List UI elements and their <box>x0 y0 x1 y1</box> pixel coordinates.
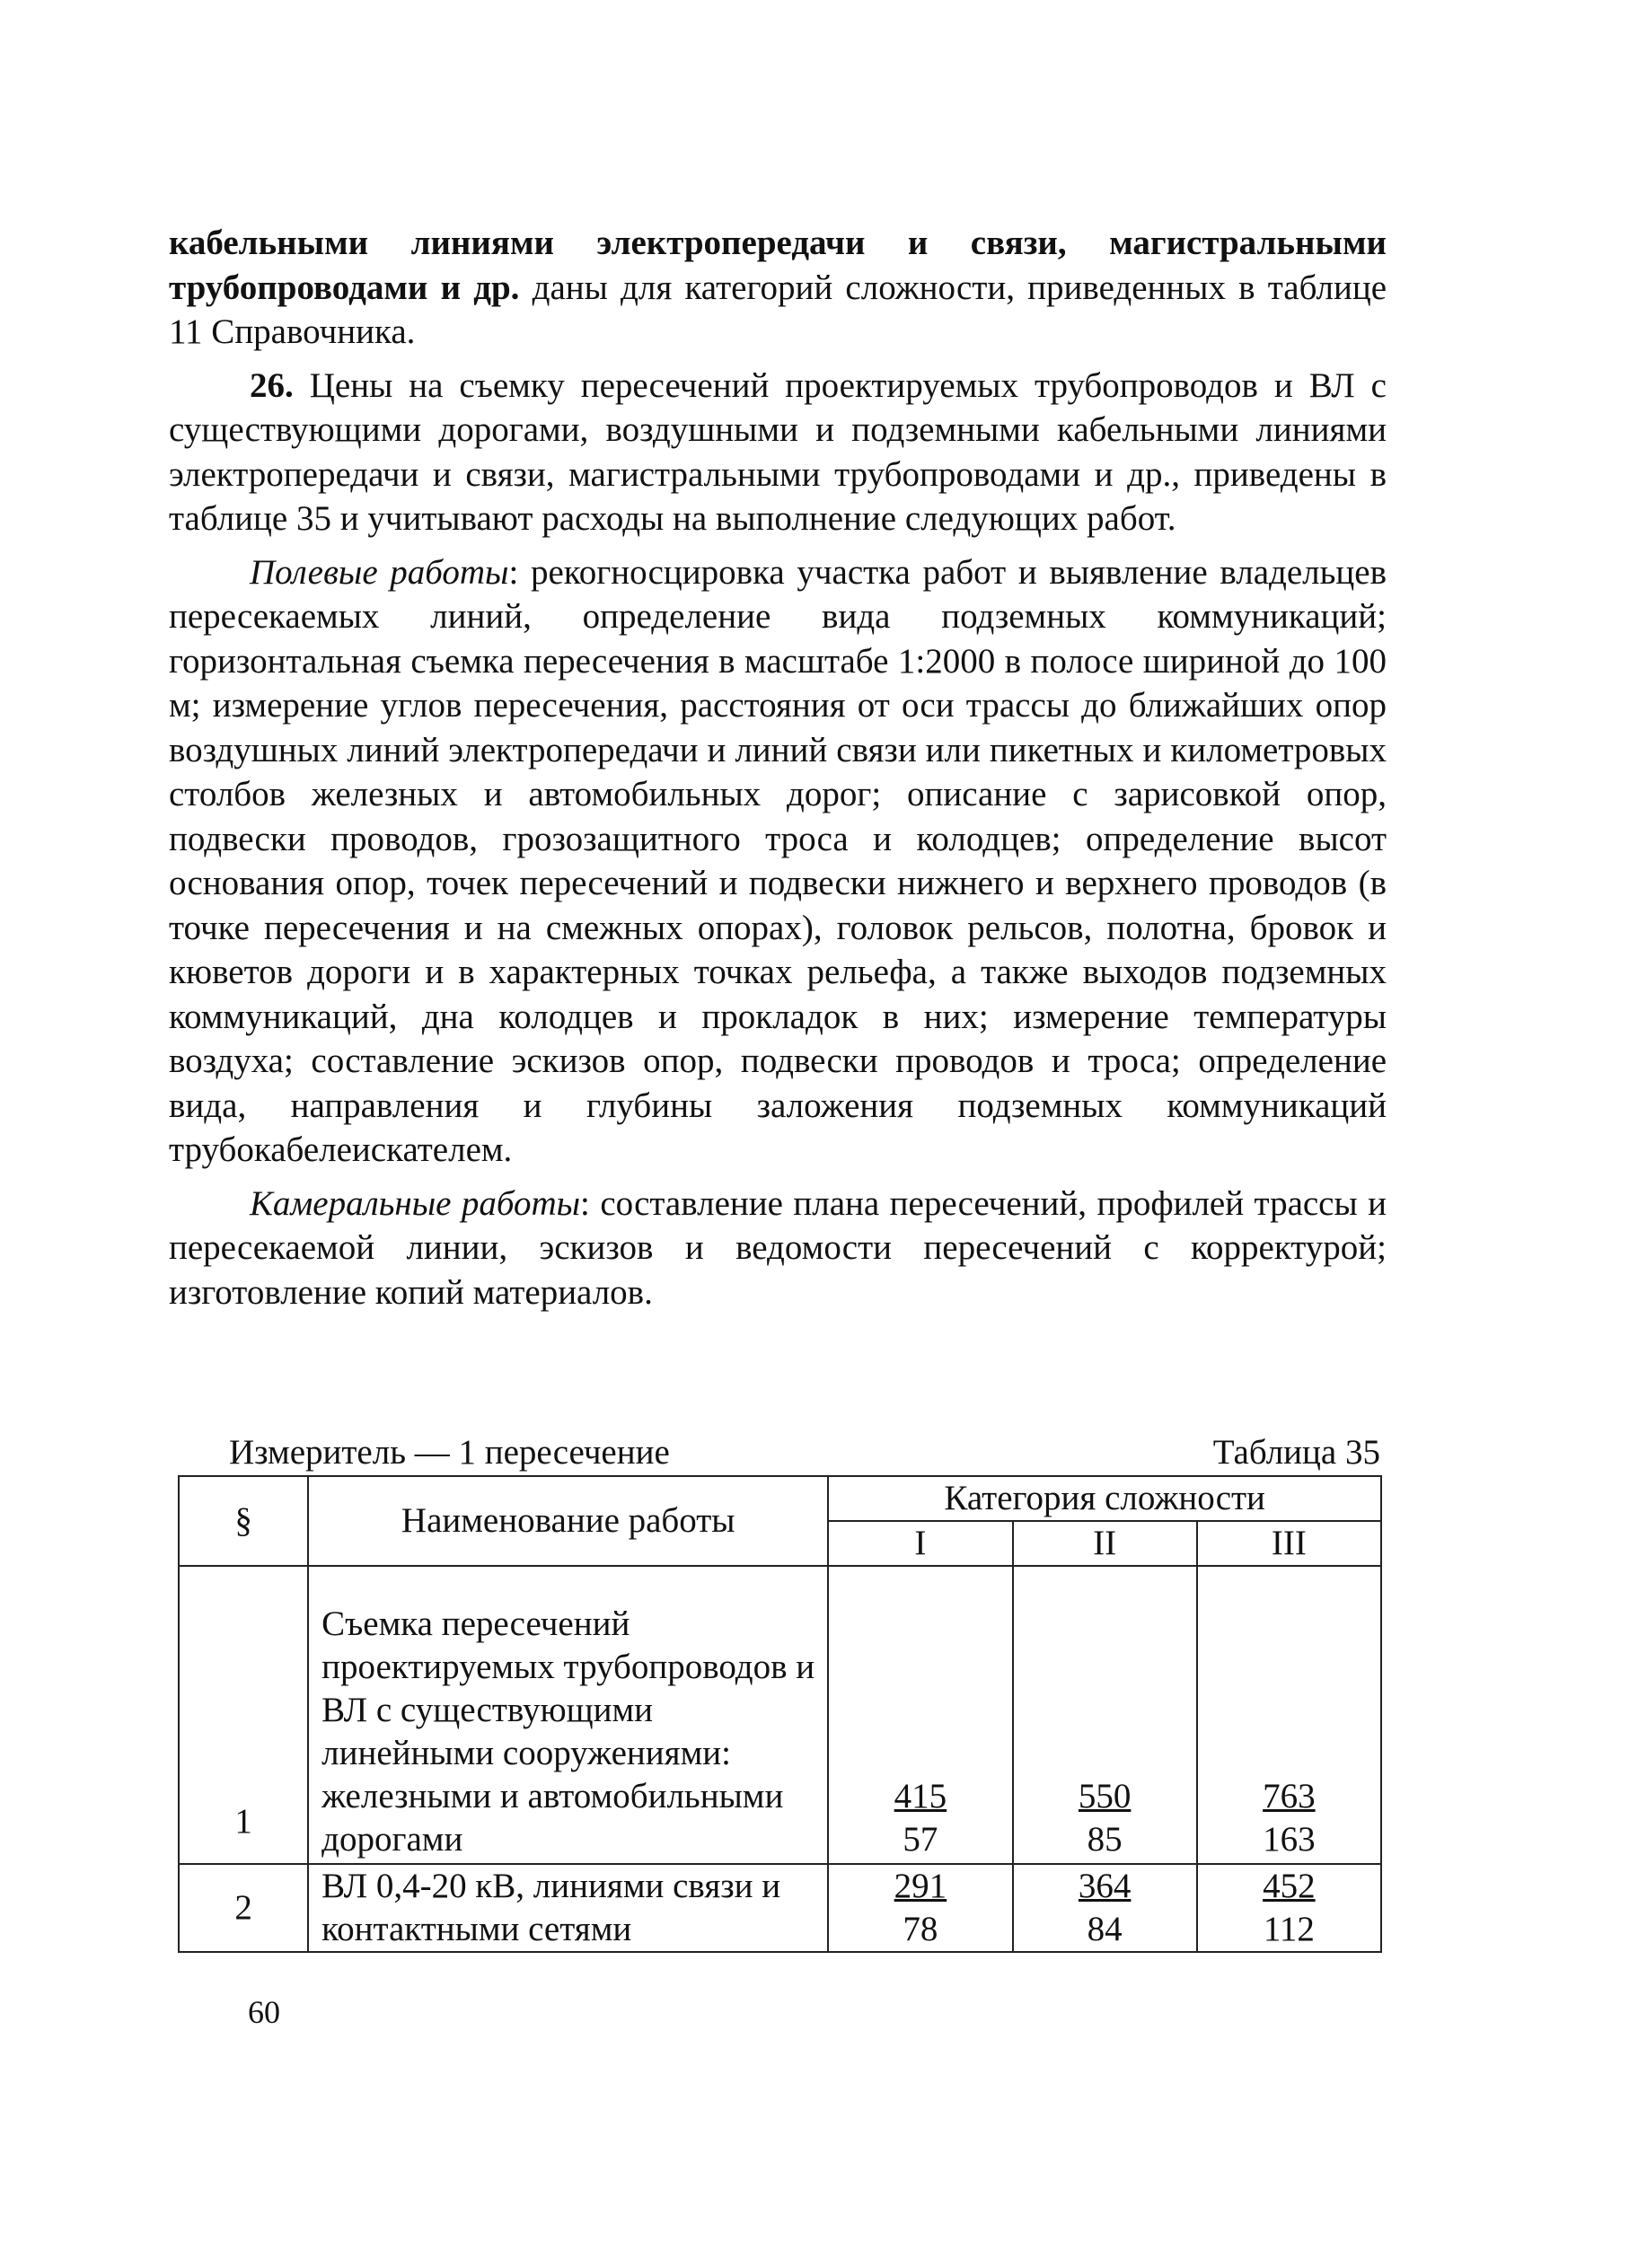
paragraph-text: даны для категорий сложности, приведенных в таблице 11 Справочника. <box>169 268 1387 351</box>
price-fraction <box>1079 1865 1132 1951</box>
row-work-name: ВЛ 0,4-20 кВ, линиями связи и контактными сетями <box>308 1864 828 1952</box>
table-number: Таблица 35 <box>1212 1433 1380 1472</box>
table-intro-text: Съемка пересечений проектируемых трубопроводов и ВЛ с существующими линейными сооружениями: <box>321 1604 815 1772</box>
price-fraction <box>1263 1865 1316 1951</box>
paragraph-continuation <box>169 221 1387 355</box>
header-category-2: II <box>1013 1521 1197 1566</box>
price-bottom: 57 <box>903 1820 938 1859</box>
table-caption-line <box>229 1432 1380 1473</box>
row-number: 1 <box>179 1566 308 1864</box>
office-works-label: Камеральные работы <box>250 1183 581 1223</box>
price-top: 291 <box>894 1867 947 1905</box>
paragraph-text: : рекогносцировка участка работ и выявление владельцев пересекаемых линий, определение вида подземных коммуникаций; горизонтальная съемка пересечения в масштабе 1:2000 в полосе шириной до 100 м; измерение углов пересечения, расстояния от оси трассы до ближайших опор воздушных линий электропередачи и линий связи или пикетных и километровых столбов железных и автомобильных дорог; описание с зарисовкой опор, подвески проводов, грозозащитного троса и колодцев; определение высот основания опор, точек пересечений и подвески нижнего и верхнего проводов (в точке пересечения и на смежных опорах), головок рельсов, полотна, бровок и кюветов дороги и в характерных точках рельефа, а также выходов подземных коммуникаций, дна колодцев и прокладок в них; измерение температуры воздуха; составление эскизов опор, подвески проводов и троса; определение вида, направления и глубины заложения подземных коммуникаций трубокабелеискателем. <box>169 552 1387 1169</box>
price-fraction <box>894 1775 947 1861</box>
field-works-label: Полевые работы <box>250 552 509 592</box>
row-value-cat-3 <box>1197 1864 1381 1952</box>
clause-number: 26. <box>250 365 294 405</box>
price-fraction <box>894 1865 947 1951</box>
price-top: 415 <box>894 1777 947 1815</box>
row-value-cat-1 <box>828 1566 1012 1864</box>
table-row <box>179 1864 1381 1952</box>
price-bottom: 85 <box>1087 1820 1123 1859</box>
price-table-wrapper <box>178 1475 1382 1953</box>
bold-phrase: кабельными линиями электропередачи и связи, магистральными трубопроводами и др. <box>169 224 1387 307</box>
table-measure: Измеритель — 1 пересечение <box>229 1433 670 1472</box>
row-number: 2 <box>179 1864 308 1952</box>
header-section: § <box>179 1476 308 1566</box>
paragraph-26 <box>169 364 1387 541</box>
price-top: 763 <box>1263 1777 1316 1815</box>
price-fraction <box>1079 1775 1132 1861</box>
price-top: 364 <box>1078 1867 1132 1905</box>
header-complexity-category: Категория сложности <box>828 1476 1381 1521</box>
paragraph-text: : составление плана пересечений, профилей трассы и пересекаемой линии, эскизов и ведомости пересечений с корректурой; изготовление копий материалов. <box>169 1183 1387 1312</box>
price-bottom: 78 <box>903 1910 938 1948</box>
row-value-cat-2 <box>1013 1566 1197 1864</box>
paragraph-field-works <box>169 550 1387 1173</box>
price-bottom: 163 <box>1263 1820 1316 1859</box>
paragraph-office-works <box>169 1182 1387 1315</box>
row-work-name <box>308 1566 828 1864</box>
price-top: 550 <box>1078 1777 1132 1815</box>
row-value-cat-3 <box>1197 1566 1381 1864</box>
body-text <box>169 221 1387 1314</box>
price-fraction <box>1263 1775 1316 1861</box>
table-row <box>179 1566 1381 1864</box>
page-number: 60 <box>248 1994 280 2030</box>
header-category-3: III <box>1197 1521 1381 1566</box>
price-top: 452 <box>1263 1867 1316 1905</box>
table-header-row <box>179 1476 1381 1521</box>
price-table <box>178 1475 1382 1953</box>
row-value-cat-1 <box>828 1864 1012 1952</box>
price-bottom: 112 <box>1263 1910 1315 1948</box>
row-work-name-text: железными и автомобильными дорогами <box>321 1777 784 1859</box>
paragraph-text: Цены на съемку пересечений проектируемых трубопроводов и ВЛ с существующими дорогами, воздушными и подземными кабельными линиями электропередачи и связи, магистральными трубопроводами и др., приведены в таблице 35 и учитывают расходы на выполнение следующих работ. <box>169 365 1387 538</box>
header-work-name: Наименование работы <box>308 1476 828 1566</box>
header-category-1: I <box>828 1521 1012 1566</box>
row-value-cat-2 <box>1013 1864 1197 1952</box>
price-bottom: 84 <box>1087 1910 1123 1948</box>
